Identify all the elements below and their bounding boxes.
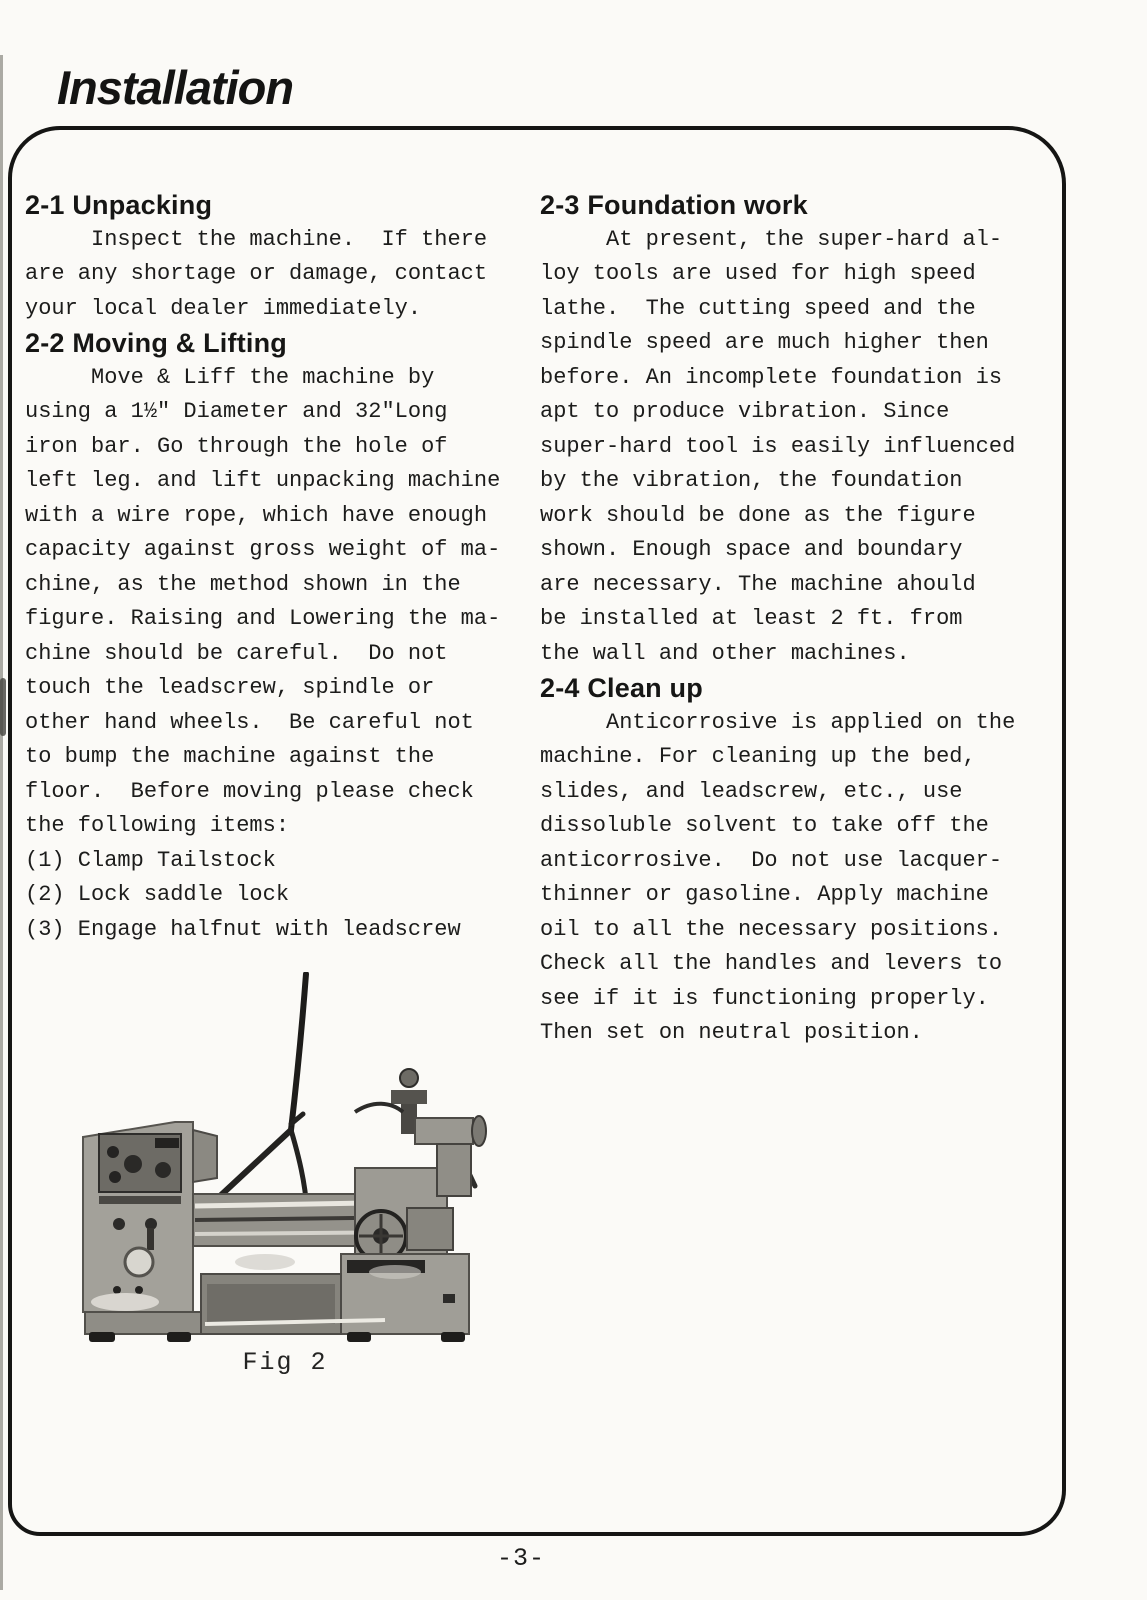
wire-rope-main [291,974,306,1130]
toolpost-knob [400,1069,418,1087]
text-line: are any shortage or damage, contact [25,261,488,286]
text-line: see if it is functioning properly. [540,985,989,1011]
machine-foot [89,1332,115,1342]
text-line: spindle speed are much higher then [540,330,989,355]
panel-knob [107,1146,119,1158]
pedestal-latch [443,1294,455,1303]
text-line: using a 1½" Diameter and 32"Long [25,399,448,424]
page-number: -3- [497,1544,546,1573]
cross-slide [407,1208,453,1250]
lathe-photo [55,972,487,1344]
text-line: apt to produce vibration. Since [540,399,950,424]
section-heading-foundation-work: 2-3 Foundation work [540,190,808,220]
tool-holder-arm [355,1104,403,1112]
right-column [540,188,1042,1051]
text-line: loy tools are used for high speed [540,261,976,286]
text-line: by the vibration, the foundation [540,468,963,493]
text-line: with a wire rope, which have enough [25,502,488,528]
section-heading-clean-up: 2-4 Clean up [540,673,703,703]
tailstock-body [415,1118,473,1144]
text-line: are necessary. The machine ahould [540,571,976,597]
section-heading-unpacking: 2-1 Unpacking [25,190,213,220]
text-line: the wall and other machines. [540,640,910,666]
text-line: lathe. The cutting speed and the [540,295,976,321]
text-line: At present, the super-hard al- [540,226,1003,252]
text-line: oil to all the necessary positions. [540,916,1003,942]
text-line: chine, as the method shown in the [25,571,461,597]
text-line: anticorrosive. Do not use lacquer- [540,847,1003,873]
text-line: thinner or gasoline. Apply machine [540,882,989,907]
figure-2 [55,972,487,1377]
text-line: figure. Raising and Lowering the ma- [25,606,501,631]
text-line: work should be done as the figure [540,502,976,528]
text-line: super-hard tool is easily influenced [540,433,1016,459]
toolpost-top [391,1090,427,1104]
panel-ledge [99,1196,181,1204]
text-line: floor. Before moving please check [25,778,474,804]
scan-artifact-smudge [0,678,6,736]
text-line: touch the leadscrew, spindle or [25,675,435,700]
scan-highlight [369,1265,421,1279]
text-line: to bump the machine against the [25,744,435,769]
panel-knob [135,1286,143,1294]
section-body-moving-lifting [25,361,530,948]
tailstock-handwheel [472,1116,486,1146]
figure-caption: Fig 2 [242,1348,328,1377]
text-line: other hand wheels. Be careful not [25,709,474,735]
text-line: Inspect the machine. If there [25,226,488,252]
section-body-clean-up [540,706,1042,1051]
text-line: chine should be careful. Do not [25,640,448,666]
spindle-nose [193,1130,217,1182]
handwheel-left [125,1248,153,1276]
left-pedestal [85,1312,201,1334]
section-body-foundation-work [540,223,1042,672]
scan-highlight [91,1293,159,1311]
text-line: Move & Liff the machine by [25,364,435,390]
panel-knob [109,1171,121,1183]
gear-lever [147,1228,154,1250]
tailstock-base [437,1144,471,1196]
panel-knob [113,1286,121,1294]
text-line: dissoluble solvent to take off the [540,813,989,838]
text-line: Then set on neutral position. [540,1020,923,1045]
text-line: slides, and leadscrew, etc., use [540,778,963,804]
text-line: (1) Clamp Tailstock [25,847,276,873]
text-line: (3) Engage halfnut with leadscrew [25,916,461,942]
section-body-unpacking [25,223,530,327]
text-line: your local dealer immediately. [25,295,422,321]
left-column [25,188,530,947]
text-line: shown. Enough space and boundary [540,537,963,562]
machine-foot [347,1332,371,1342]
lever-knob [113,1218,125,1230]
nameplate-small [155,1138,179,1148]
text-line: capacity against gross weight of ma- [25,537,501,562]
text-line: Anticorrosive is applied on the [540,709,1016,735]
text-line: before. An incomplete foundation is [540,364,1003,390]
text-line: Check all the handles and levers to [540,951,1003,976]
chip-tray-recess [207,1284,335,1324]
panel-knob [155,1162,171,1178]
machine-foot [167,1332,191,1342]
text-line: (2) Lock saddle lock [25,882,290,907]
text-line: be installed at least 2 ft. from [540,606,963,631]
text-line: left leg. and lift unpacking machine [25,468,501,493]
text-line: the following items: [25,813,290,838]
panel-knob [124,1155,142,1173]
machine-foot [441,1332,465,1342]
scan-highlight [235,1254,295,1270]
scan-artifact-left-edge [0,55,3,1590]
text-line: machine. For cleaning up the bed, [540,744,976,769]
section-heading-moving-lifting: 2-2 Moving & Lifting [25,328,287,358]
page-title: Installation [57,61,294,114]
text-line: iron bar. Go through the hole of [25,433,448,459]
